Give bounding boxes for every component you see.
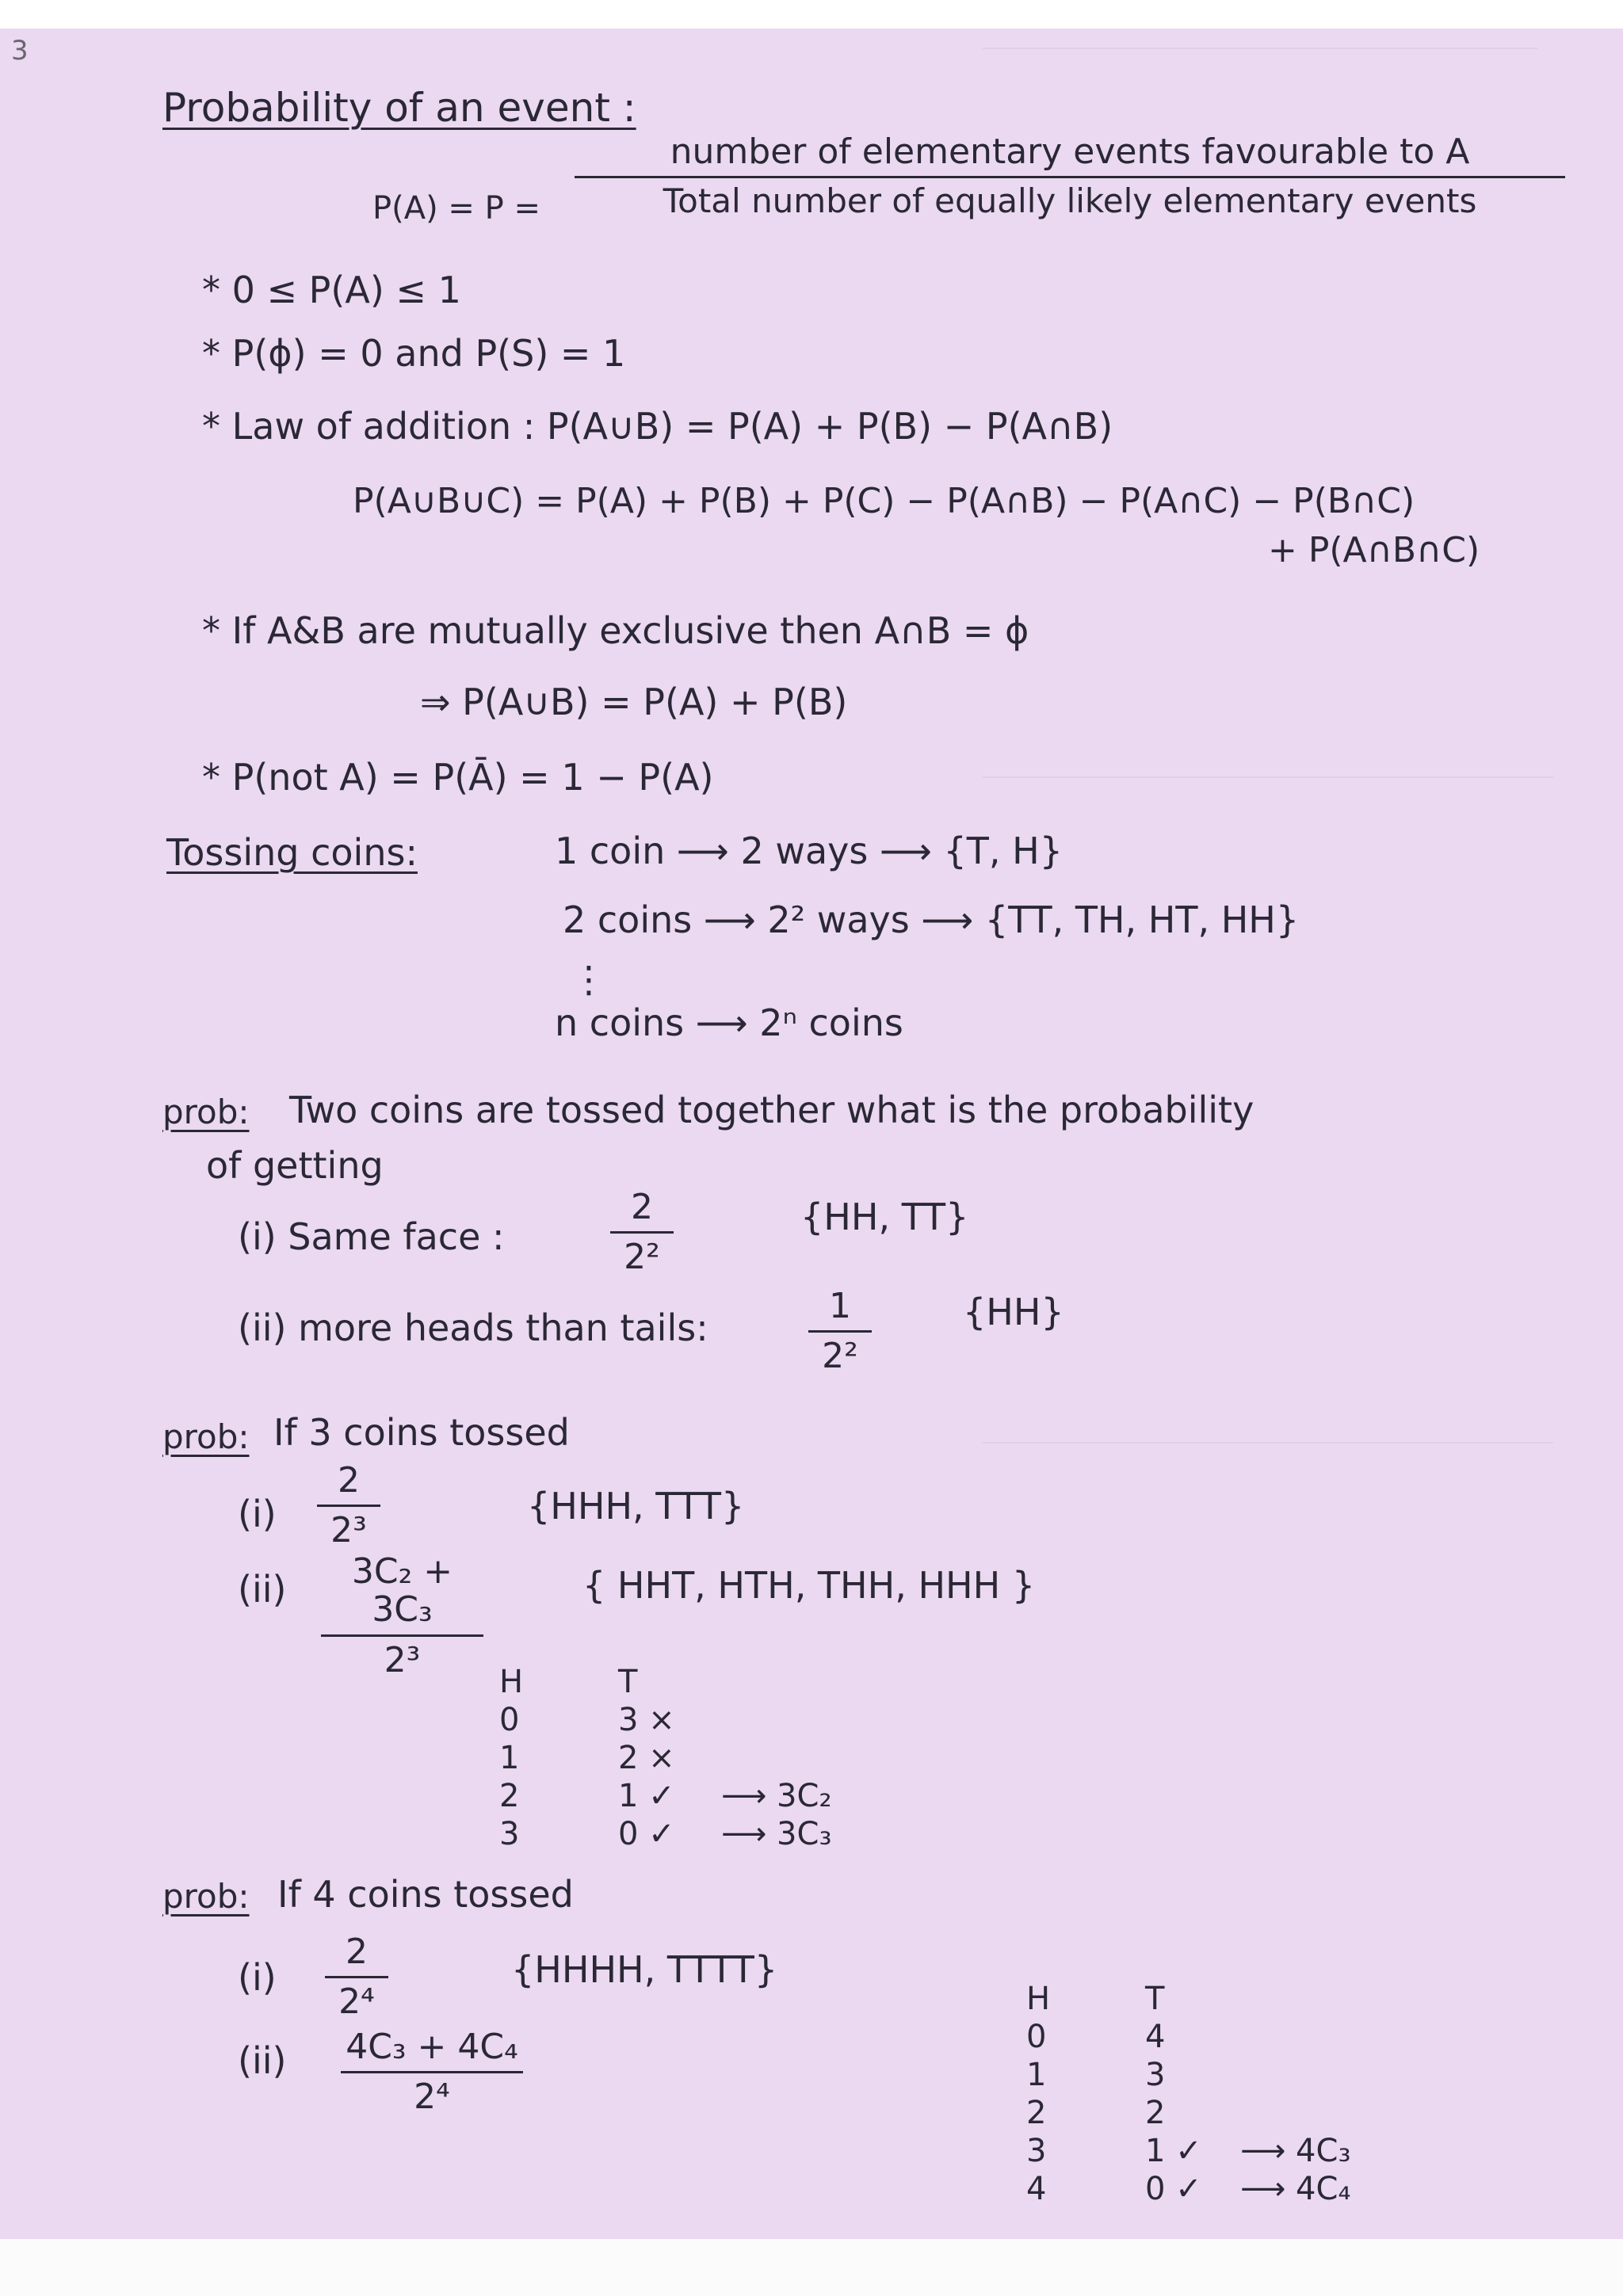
probability-fraction [575, 133, 1565, 220]
prob2-i-set: {HHH, TTT} [527, 1485, 745, 1527]
fraction-denominator: 2⁴ [414, 2077, 450, 2118]
column-header-tails: T [1145, 1981, 1165, 2017]
table-row [1026, 2171, 1502, 2209]
heads-count: 3 [499, 1816, 520, 1852]
table-row [499, 1778, 896, 1816]
fraction-numerator: 2 [346, 1932, 368, 1972]
table-header [499, 1664, 896, 1702]
prob-label: prob: [162, 1093, 250, 1131]
tails-count: 2 [1145, 2095, 1166, 2131]
prob3-i-fraction [325, 1933, 388, 2022]
three-event-addition-tail: + P(A∩B∩C) [1268, 530, 1480, 570]
bullet-law-of-addition: * Law of addition : P(A∪B) = P(A) + P(B) − P(A∩B) [202, 405, 1113, 448]
fraction-denominator: Total number of equally likely elementary events [663, 181, 1477, 221]
prob2-i-label: (i) [238, 1493, 277, 1535]
fraction-denominator: 2⁴ [338, 1981, 375, 2023]
one-coin-line: 1 coin ⟶ 2 ways ⟶ {T, H} [555, 830, 1063, 872]
heads-count: 2 [499, 1778, 520, 1814]
scan-margin [0, 2239, 1623, 2296]
prob3-ii-label: (ii) [238, 2039, 287, 2082]
table-row [499, 1702, 896, 1740]
column-header-heads: H [499, 1664, 524, 1700]
fraction-denominator: 2³ [330, 1510, 367, 1551]
mutually-exclusive-result: ⇒ P(A∪B) = P(A) + P(B) [420, 681, 848, 723]
bullet-mutually-exclusive: * If A&B are mutually exclusive then A∩B = ϕ [202, 609, 1029, 652]
tails-count: 4 [1145, 2019, 1166, 2055]
prob2-ii-fraction [321, 1553, 483, 1680]
fraction-numerator: 3C₂ + 3C₃ [351, 1551, 453, 1630]
table-header [1026, 1981, 1502, 2019]
two-coins-line: 2 coins ⟶ 2² ways ⟶ {TT, TH, HT, HH} [563, 898, 1300, 941]
tossing-coins-heading: Tossing coins: [166, 831, 418, 874]
heads-count: 4 [1026, 2171, 1047, 2207]
table-row [1026, 2057, 1502, 2095]
fraction-numerator: 1 [829, 1286, 851, 1326]
table-row [1026, 2095, 1502, 2133]
bleed-through-text [983, 776, 1553, 1333]
fraction-numerator: 2 [631, 1187, 653, 1227]
prob1-ii-fraction [808, 1287, 872, 1376]
prob3-heads-tails-table [1026, 1981, 1502, 2209]
prob1-question-cont: of getting [206, 1144, 384, 1187]
tails-count: 1 ✓ [618, 1778, 675, 1814]
combination: ⟶ 3C₃ [721, 1816, 832, 1852]
column-header-tails: T [618, 1664, 638, 1700]
fraction-numerator: 4C₃ + 4C₄ [346, 2027, 518, 2067]
heads-count: 0 [499, 1702, 520, 1738]
page-number: 3 [11, 35, 29, 67]
tails-count: 3 [1145, 2057, 1166, 2093]
prob2-ii-set: { HHT, HTH, THH, HHH } [582, 1564, 1036, 1607]
prob3-i-set: {HHHH, TTTT} [511, 1948, 778, 1991]
formula-lhs: P(A) = P = [372, 190, 540, 227]
bleed-through-text [983, 1442, 1553, 1919]
tails-count: 1 ✓ [1145, 2133, 1202, 2169]
fraction-denominator: 2² [624, 1237, 660, 1278]
combination: ⟶ 4C₃ [1240, 2133, 1351, 2169]
three-event-addition: P(A∪B∪C) = P(A) + P(B) + P(C) − P(A∩B) − P(A∩C) − P(B∩C) [353, 481, 1415, 521]
page-title: Probability of an event : [162, 85, 636, 131]
prob1-ii-label: (ii) more heads than tails: [238, 1306, 708, 1349]
prob1-i-set: {HH, TT} [800, 1196, 969, 1238]
prob3-i-label: (i) [238, 1956, 277, 1999]
prob2-question: If 3 coins tossed [273, 1411, 570, 1454]
combination: ⟶ 4C₄ [1240, 2171, 1351, 2207]
fraction-numerator: number of elementary events favourable to A [670, 132, 1470, 172]
heads-count: 1 [499, 1740, 520, 1776]
fraction-numerator: 2 [338, 1460, 360, 1501]
prob3-ii-fraction [341, 2028, 523, 2117]
table-row [1026, 2133, 1502, 2171]
prob1-ii-set: {HH} [963, 1291, 1064, 1333]
bullet-null-sure: * P(ϕ) = 0 and P(S) = 1 [202, 332, 626, 375]
heads-count: 3 [1026, 2133, 1047, 2169]
prob-label: prob: [162, 1417, 250, 1456]
n-coins-line: n coins ⟶ 2ⁿ coins [555, 1001, 903, 1044]
tails-count: 3 × [618, 1702, 675, 1738]
prob-label: prob: [162, 1877, 250, 1916]
fraction-denominator: 2³ [384, 1639, 421, 1680]
heads-count: 0 [1026, 2019, 1047, 2055]
column-header-heads: H [1026, 1981, 1051, 2017]
fraction-denominator: 2² [822, 1336, 858, 1377]
table-row [499, 1740, 896, 1778]
prob2-ii-label: (ii) [238, 1568, 287, 1611]
prob1-i-label: (i) Same face : [238, 1215, 505, 1258]
table-row [1026, 2019, 1502, 2057]
bullet-range: * 0 ≤ P(A) ≤ 1 [202, 269, 461, 311]
heads-count: 1 [1026, 2057, 1047, 2093]
prob3-question: If 4 coins tossed [277, 1873, 574, 1916]
bullet-complement: * P(not A) = P(Ā) = 1 − P(A) [202, 756, 714, 799]
prob1-i-fraction [610, 1188, 674, 1277]
prob2-i-fraction [317, 1462, 380, 1550]
combination: ⟶ 3C₂ [721, 1778, 832, 1814]
prob1-question: Two coins are tossed together what is the probability [289, 1089, 1254, 1131]
tails-count: 0 ✓ [618, 1816, 675, 1852]
heads-count: 2 [1026, 2095, 1047, 2131]
prob2-heads-tails-table [499, 1664, 896, 1854]
ellipsis: ⋮ [571, 958, 607, 1001]
tails-count: 0 ✓ [1145, 2171, 1202, 2207]
tails-count: 2 × [618, 1740, 675, 1776]
table-row [499, 1816, 896, 1854]
